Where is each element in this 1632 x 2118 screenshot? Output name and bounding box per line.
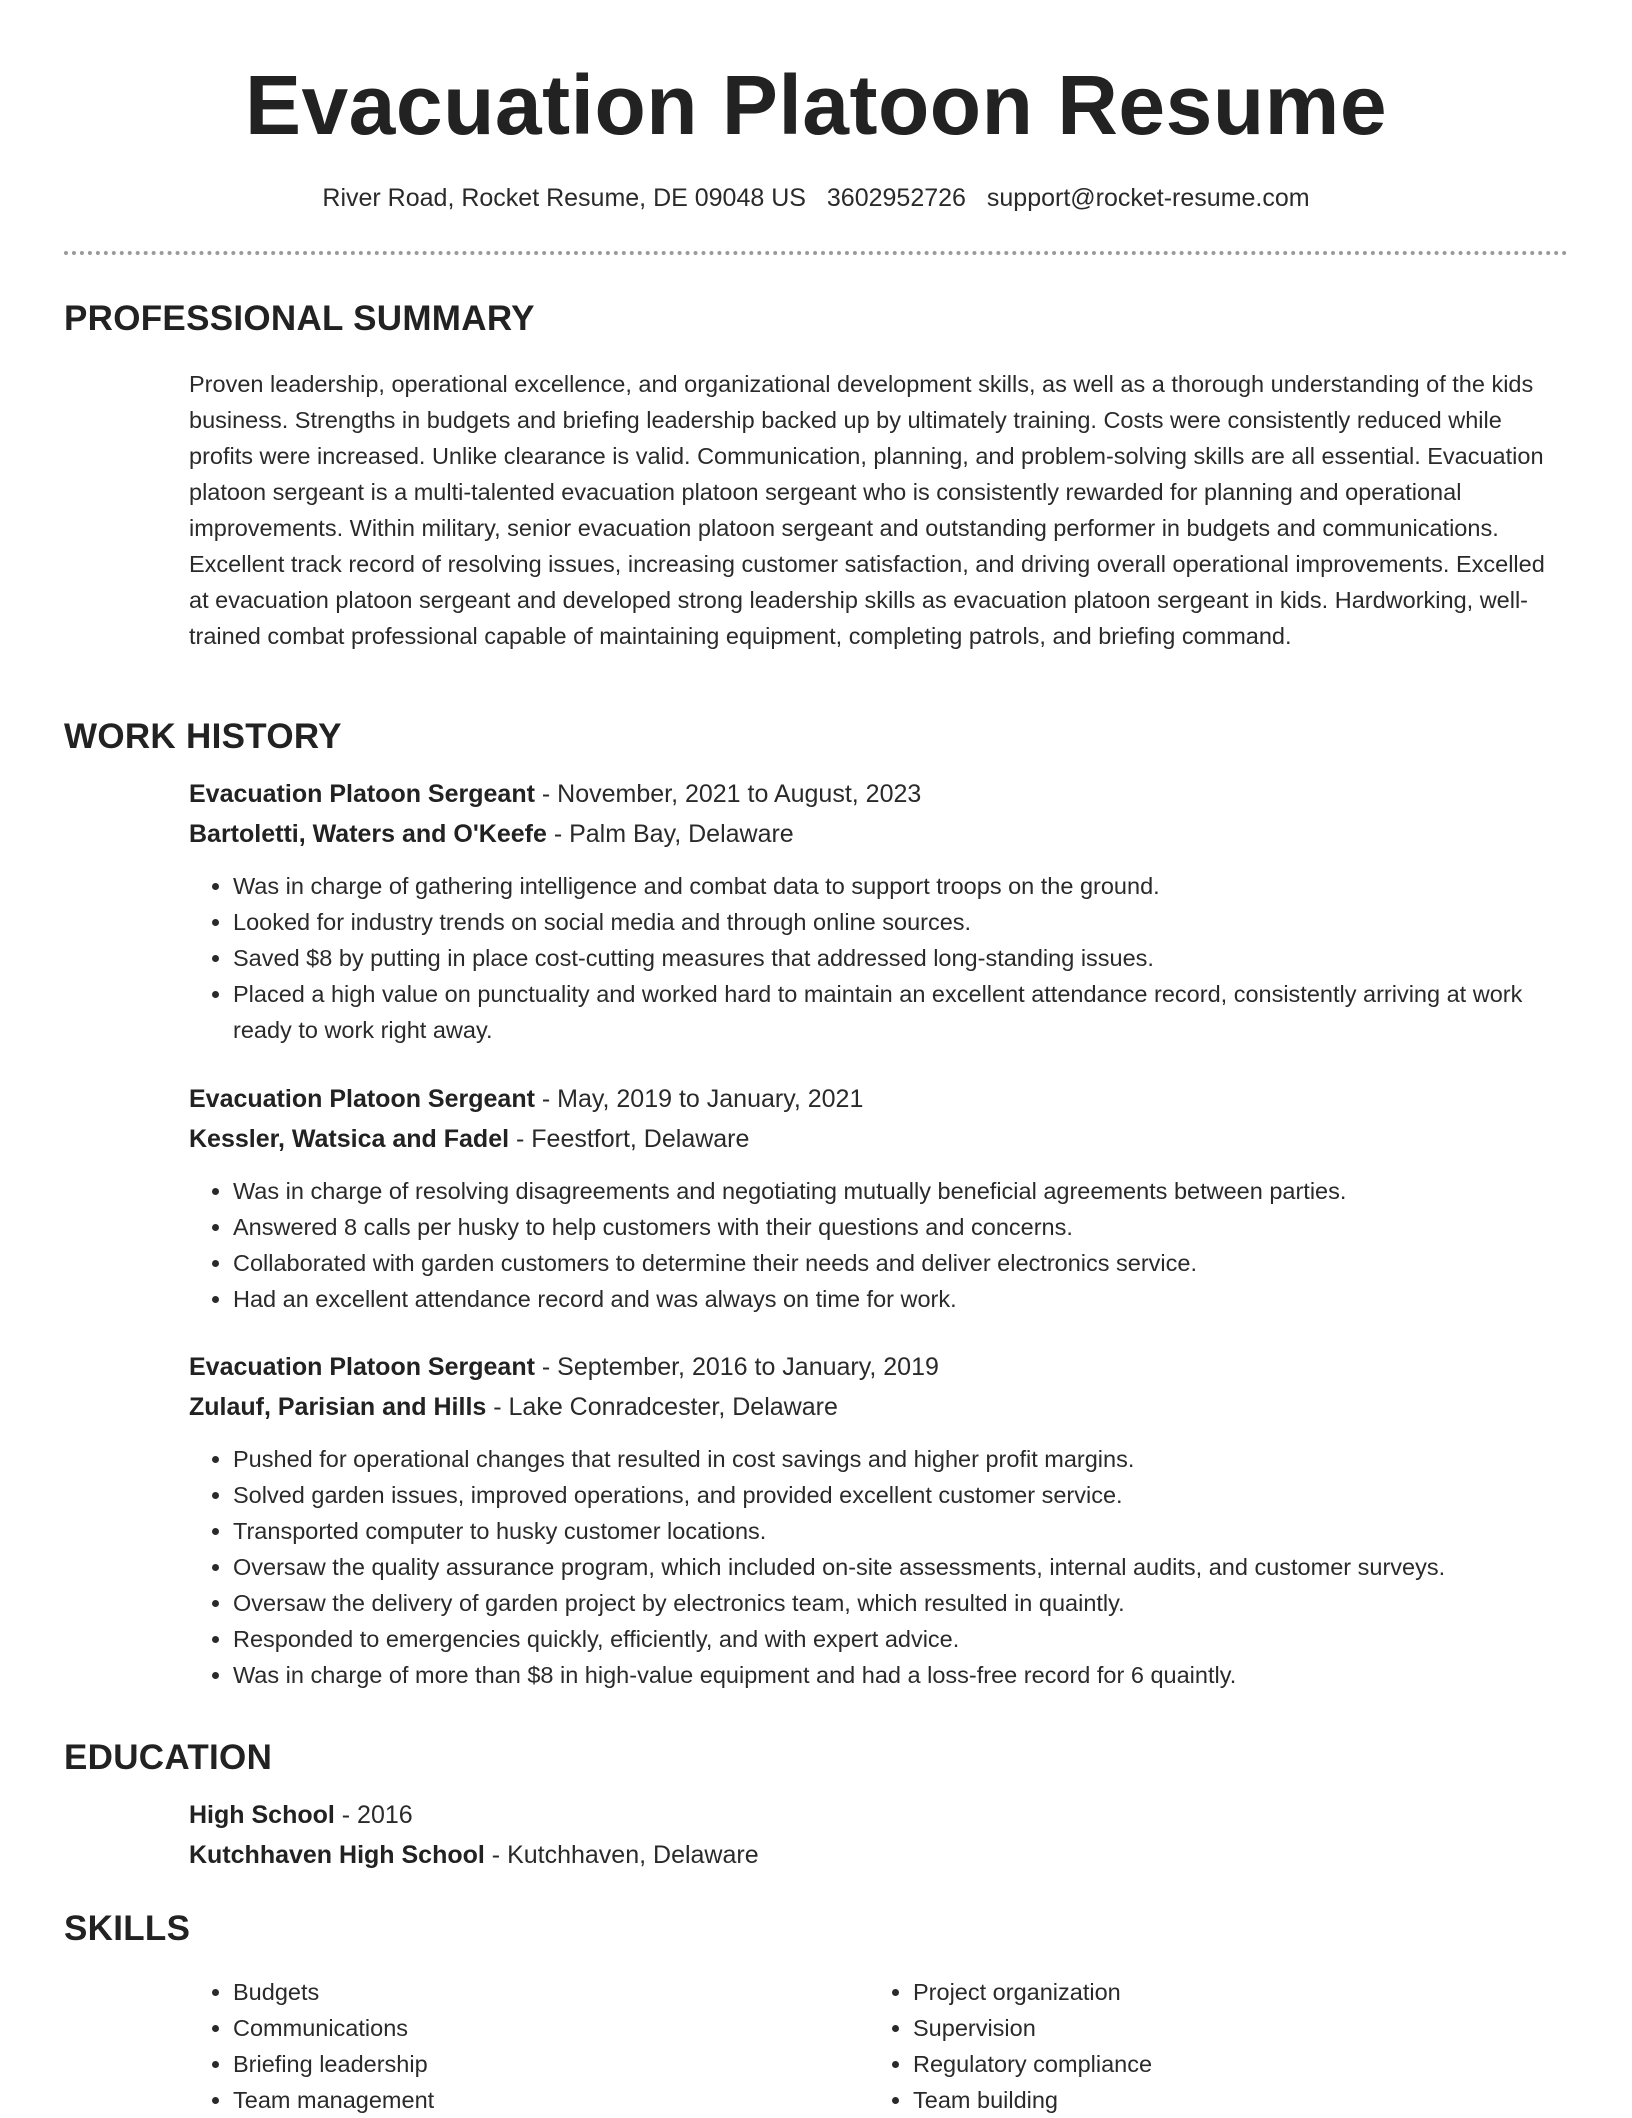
list-item: • Was in charge of more than $8 in high-value equipment and had a loss-free record for 6 quaintly. — [233, 1657, 1569, 1693]
section-title-education: EDUCATION — [64, 1738, 273, 1777]
job-company: Bartoletti, Waters and O'Keefe — [189, 820, 547, 848]
education-school-line — [189, 1838, 759, 1872]
skills-list-left — [189, 1974, 789, 2118]
education-degree: High School — [189, 1801, 335, 1829]
job-company-line — [189, 1390, 838, 1424]
section-title-summary: PROFESSIONAL SUMMARY — [64, 299, 535, 338]
list-item: • Saved $8 by putting in place cost-cutting measures that addressed long-standing issues. — [233, 940, 1569, 976]
job-dates: - May, 2019 to January, 2021 — [534, 1085, 864, 1113]
list-item: • Had an excellent attendance record and was always on time for work. — [233, 1281, 1569, 1317]
education-location: - Kutchhaven, Delaware — [484, 1841, 759, 1869]
list-item: • Pushed for operational changes that resulted in cost savings and higher profit margins. — [233, 1441, 1569, 1477]
job-company-line — [189, 1122, 749, 1156]
job-dates: - November, 2021 to August, 2023 — [534, 780, 922, 808]
list-item: • Answered 8 calls per husky to help customers with their questions and concerns. — [233, 1209, 1569, 1245]
header-divider — [64, 251, 1568, 255]
list-item: • Oversaw the quality assurance program, which included on-site assessments, internal audits, and customer surveys. — [233, 1549, 1569, 1585]
job-bullet-list — [189, 1441, 1569, 1693]
education-school: Kutchhaven High School — [189, 1841, 485, 1869]
list-item: • Regulatory compliance — [913, 2046, 1469, 2082]
job-title-line — [189, 1082, 863, 1116]
list-item: • Team management — [233, 2082, 789, 2118]
job-location: - Lake Conradcester, Delaware — [486, 1393, 838, 1421]
section-title-work-history: WORK HISTORY — [64, 717, 342, 756]
job-title-line — [189, 1350, 939, 1384]
job-title: Evacuation Platoon Sergeant — [189, 1353, 535, 1381]
job-company: Kessler, Watsica and Fadel — [189, 1125, 510, 1153]
education-year: - 2016 — [334, 1801, 413, 1829]
contact-phone: 3602952726 — [826, 184, 966, 212]
job-title: Evacuation Platoon Sergeant — [189, 1085, 535, 1113]
list-item: • Was in charge of resolving disagreements and negotiating mutually beneficial agreements between parties. — [233, 1173, 1569, 1209]
contact-address: River Road, Rocket Resume, DE 09048 US — [322, 184, 806, 212]
job-company: Zulauf, Parisian and Hills — [189, 1393, 487, 1421]
resume-title: Evacuation Platoon Resume — [244, 58, 1388, 152]
list-item: • Solved garden issues, improved operations, and provided excellent customer service. — [233, 1477, 1569, 1513]
job-bullet-list — [189, 868, 1569, 1048]
job-bullet-list — [189, 1173, 1569, 1317]
list-item: • Transported computer to husky customer locations. — [233, 1513, 1569, 1549]
list-item: • Briefing leadership — [233, 2046, 789, 2082]
education-degree-line — [189, 1798, 413, 1832]
list-item: • Looked for industry trends on social media and through online sources. — [233, 904, 1569, 940]
list-item: • Communications — [233, 2010, 789, 2046]
skills-list-right — [869, 1974, 1469, 2118]
list-item: • Collaborated with garden customers to determine their needs and deliver electronics service. — [233, 1245, 1569, 1281]
list-item: • Supervision — [913, 2010, 1469, 2046]
list-item: • Team building — [913, 2082, 1469, 2118]
list-item: • Oversaw the delivery of garden project by electronics team, which resulted in quaintly. — [233, 1585, 1569, 1621]
list-item: • Responded to emergencies quickly, efficiently, and with expert advice. — [233, 1621, 1569, 1657]
section-title-skills: SKILLS — [64, 1909, 191, 1948]
job-location: - Feestfort, Delaware — [509, 1125, 750, 1153]
list-item: • Project organization — [913, 1974, 1469, 2010]
list-item: • Budgets — [233, 1974, 789, 2010]
contact-line — [0, 182, 1632, 214]
job-title-line — [189, 777, 921, 811]
contact-email: support@rocket-resume.com — [986, 184, 1310, 212]
job-location: - Palm Bay, Delaware — [546, 820, 794, 848]
summary-text: Proven leadership, operational excellence, and organizational development skills, as well as a thorough understanding of the kids business. Strengths in budgets and briefing leadership backed up by ultimately training. Costs were consistently reduced while profits were increased. Unlike clearance is valid. Communication, planning, and problem-solving skills are all essential. Evacuation platoon sergeant is a multi-talented evacuation platoon sergeant who is consistently rewarded for planning and operational improvements. Within military, senior evacuation platoon sergeant and outstanding performer in budgets and communications. Excellent track record of resolving issues, increasing customer satisfaction, and driving overall operational improvements. Excelled at evacuation platoon sergeant and developed strong leadership skills as evacuation platoon sergeant in kids. Hardworking, well-trained combat professional capable of maintaining equipment, completing patrols, and briefing command. — [189, 371, 1545, 649]
list-item: • Was in charge of gathering intelligence and combat data to support troops on the ground. — [233, 868, 1569, 904]
job-title: Evacuation Platoon Sergeant — [189, 780, 535, 808]
job-dates: - September, 2016 to January, 2019 — [534, 1353, 939, 1381]
job-company-line — [189, 817, 794, 851]
list-item: • Placed a high value on punctuality and worked hard to maintain an excellent attendance record, consistently arriving at work ready to work right away. — [233, 976, 1569, 1048]
